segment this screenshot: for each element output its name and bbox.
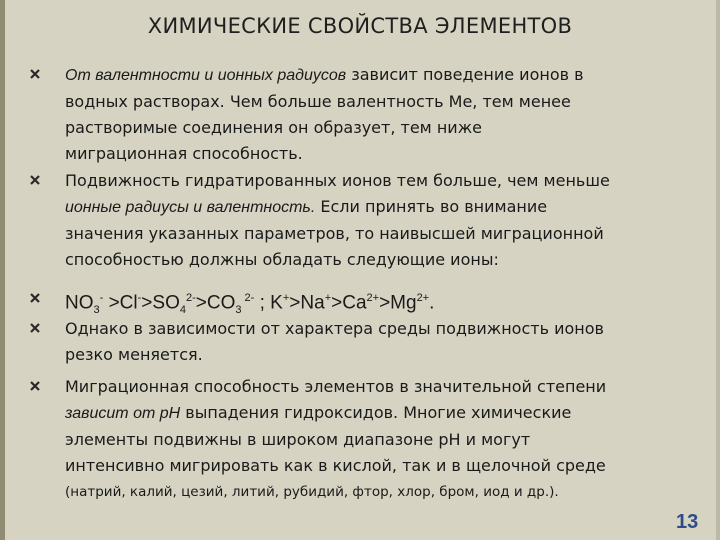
text-line: Если принять во внимание [315,197,548,216]
emphasis-text: От валентности и ионных радиусов [65,67,347,84]
text-line: элементы подвижны в широком диапазоне рН и могут [65,430,531,449]
x-mark-icon [28,321,42,335]
page-number: 13 [676,511,699,533]
text-line: растворимые соединения он образует, тем ниже [65,118,482,137]
right-accent-stripe [716,0,720,540]
x-mark-icon [28,173,42,187]
left-accent-stripe [0,0,5,540]
x-mark-icon [28,379,42,393]
text-line: Однако в зависимости от характера среды подвижность ионов [65,319,604,338]
x-mark-icon [28,67,42,81]
x-mark-icon [28,291,42,305]
text-line: зависит поведение ионов в [346,65,584,84]
ion-mobility-formula: $NO_3^- >Cl^->SO_4^{2-}>CO_3$ $^{2-}$ ; $K^+>Na^+>Ca^{2+}>Mg^{2+}$. [65,292,435,317]
text-line: резко меняется. [65,345,203,364]
slide-title: ХИМИЧЕСКИЕ СВОЙСТВА ЭЛЕМЕНТОВ [147,14,573,38]
bullet-ph-dependence [28,374,606,505]
element-list: (натрий, калий, цезий, литий, рубидий, фтор, хлор, бром, иод и др.). [65,484,559,500]
text-line: выпадения гидроксидов. Многие химические [180,403,572,422]
emphasis-text: ионные радиусы и валентность. [65,199,316,216]
bullet-environment [28,316,604,368]
bullet-mobility [28,168,610,273]
text-line: водных растворах. Чем больше валентность Ме, тем менее [65,92,571,111]
bullet-valence [28,62,584,167]
text-line: интенсивно мигрировать как в кислой, так и в щелочной среде [65,456,606,475]
text-line: Подвижность гидратированных ионов тем больше, чем меньше [65,171,610,190]
text-line: миграционная способность. [65,144,303,163]
text-line: способностью должны обладать следующие ионы: [65,250,499,269]
text-line: Миграционная способность элементов в значительной степени [65,377,607,396]
text-line: значения указанных параметров, то наивысшей миграционной [65,224,604,243]
emphasis-text: зависит от рН [65,405,181,422]
